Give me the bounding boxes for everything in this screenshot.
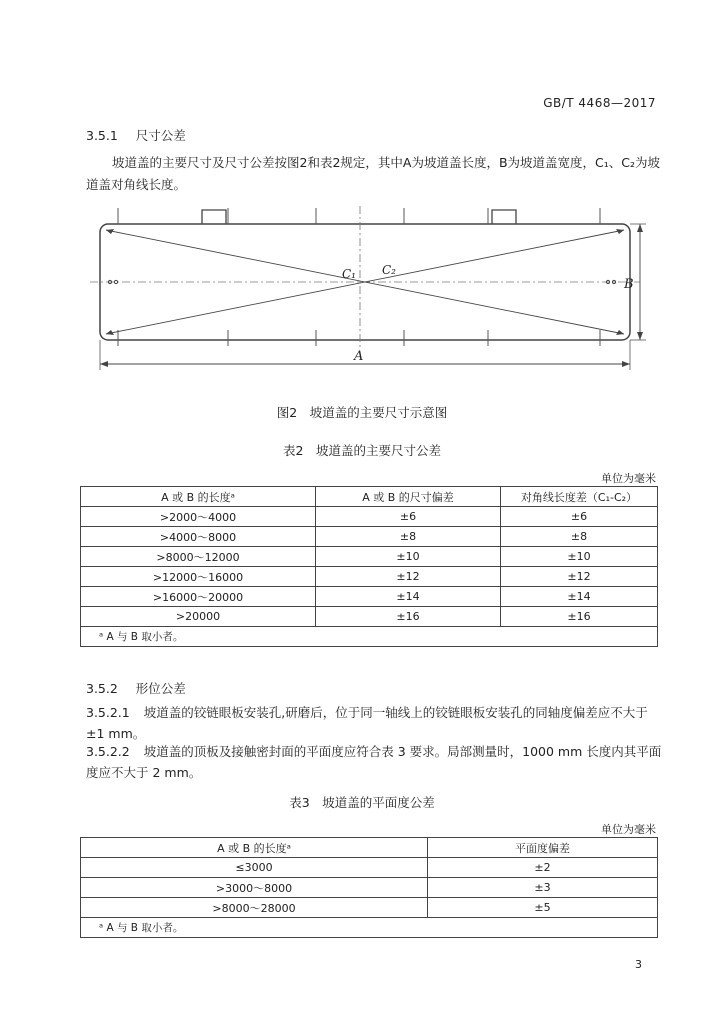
table-cell: ±2 bbox=[428, 858, 658, 878]
column-header: A 或 B 的长度ᵃ bbox=[81, 838, 428, 858]
table-cell: ±6 bbox=[501, 507, 658, 527]
section-title: 尺寸公差 bbox=[135, 128, 186, 143]
clause-number: 3.5.2.2 bbox=[86, 744, 130, 759]
table-cell: ±10 bbox=[316, 547, 501, 567]
bottom-marks bbox=[118, 330, 600, 346]
clause-3522-line1 bbox=[86, 741, 661, 763]
clause-3521-line1 bbox=[86, 702, 648, 724]
table-2 bbox=[80, 486, 658, 647]
table-footnote-row bbox=[81, 918, 658, 938]
table-cell: ±8 bbox=[316, 527, 501, 547]
table-3 bbox=[80, 837, 658, 938]
section-number: 3.5.1 bbox=[86, 128, 118, 143]
clause-number: 3.5.2.1 bbox=[86, 705, 130, 720]
table-cell: ±5 bbox=[428, 898, 658, 918]
clause-text: 坡道盖的铰链眼板安装孔,研磨后，位于同一轴线上的铰链眼板安装孔的同轴度偏差应不大于 bbox=[143, 705, 648, 720]
table-row bbox=[81, 507, 658, 527]
table-cell: ±10 bbox=[501, 547, 658, 567]
table-cell: ±3 bbox=[428, 878, 658, 898]
figure-2-diagram bbox=[90, 200, 650, 372]
label-b: B bbox=[624, 277, 634, 292]
table-row bbox=[81, 527, 658, 547]
section-352-heading bbox=[86, 679, 186, 697]
standard-code: GB/T 4468—2017 bbox=[543, 96, 656, 110]
table-footnote: ᵃ A 与 B 取小者。 bbox=[81, 627, 658, 647]
table-cell: >3000～8000 bbox=[81, 878, 428, 898]
clause-3521-line2: ±1 mm。 bbox=[86, 726, 146, 741]
section-351-paragraph-line2: 道盖对角线长度。 bbox=[86, 177, 187, 192]
table-cell: >12000～16000 bbox=[81, 567, 316, 587]
section-title: 形位公差 bbox=[135, 681, 186, 696]
table-3-unit: 单位为毫米 bbox=[601, 823, 656, 836]
lifting-handle-right bbox=[492, 210, 516, 224]
table-cell: >8000～28000 bbox=[81, 898, 428, 918]
top-hinge-marks bbox=[118, 208, 600, 224]
table-cell: >2000～4000 bbox=[81, 507, 316, 527]
table-cell: ±16 bbox=[316, 607, 501, 627]
table-footnote-row bbox=[81, 627, 658, 647]
table-cell: >8000～12000 bbox=[81, 547, 316, 567]
page-number: 3 bbox=[635, 958, 642, 971]
table-cell: ±14 bbox=[501, 587, 658, 607]
table-footnote: ᵃ A 与 B 取小者。 bbox=[81, 918, 658, 938]
section-351-heading bbox=[86, 126, 186, 144]
lifting-handle-left bbox=[202, 210, 226, 224]
label-c1: C₁ bbox=[342, 267, 356, 281]
column-header: A 或 B 的尺寸偏差 bbox=[316, 487, 501, 507]
table-row bbox=[81, 587, 658, 607]
table-cell: ±16 bbox=[501, 607, 658, 627]
table-cell: >20000 bbox=[81, 607, 316, 627]
column-header: 对角线长度差（C₁-C₂） bbox=[501, 487, 658, 507]
column-header: A 或 B 的长度ᵃ bbox=[81, 487, 316, 507]
table-header-row bbox=[81, 487, 658, 507]
table-cell: ±12 bbox=[501, 567, 658, 587]
table-cell: >4000～8000 bbox=[81, 527, 316, 547]
table-2-unit: 单位为毫米 bbox=[601, 472, 656, 485]
label-c2: C₂ bbox=[382, 263, 396, 277]
table-cell: ≤3000 bbox=[81, 858, 428, 878]
section-351-paragraph-line1: 坡道盖的主要尺寸及尺寸公差按图2和表2规定，其中A为坡道盖长度，B为坡道盖宽度，C₁、C₂为坡 bbox=[112, 155, 661, 170]
label-a: A bbox=[354, 349, 364, 364]
table-row bbox=[81, 858, 658, 878]
table-cell: ±14 bbox=[316, 587, 501, 607]
table-cell: >16000～20000 bbox=[81, 587, 316, 607]
table-2-caption: 表2 坡道盖的主要尺寸公差 bbox=[283, 443, 441, 458]
table-3-caption: 表3 坡道盖的平面度公差 bbox=[289, 795, 435, 810]
table-cell: ±12 bbox=[316, 567, 501, 587]
table-row bbox=[81, 567, 658, 587]
column-header: 平面度偏差 bbox=[428, 838, 658, 858]
table-row bbox=[81, 547, 658, 567]
table-row bbox=[81, 607, 658, 627]
clause-3522-line2: 度应不大于 2 mm。 bbox=[86, 765, 202, 780]
section-number: 3.5.2 bbox=[86, 681, 118, 696]
clause-text: 坡道盖的顶板及接触密封面的平面度应符合表 3 要求。局部测量时，1000 mm 长度内其平面 bbox=[143, 744, 662, 759]
table-header-row bbox=[81, 838, 658, 858]
table-cell: ±6 bbox=[316, 507, 501, 527]
table-row bbox=[81, 898, 658, 918]
table-row bbox=[81, 878, 658, 898]
figure-2-caption: 图2 坡道盖的主要尺寸示意图 bbox=[276, 405, 448, 420]
table-cell: ±8 bbox=[501, 527, 658, 547]
